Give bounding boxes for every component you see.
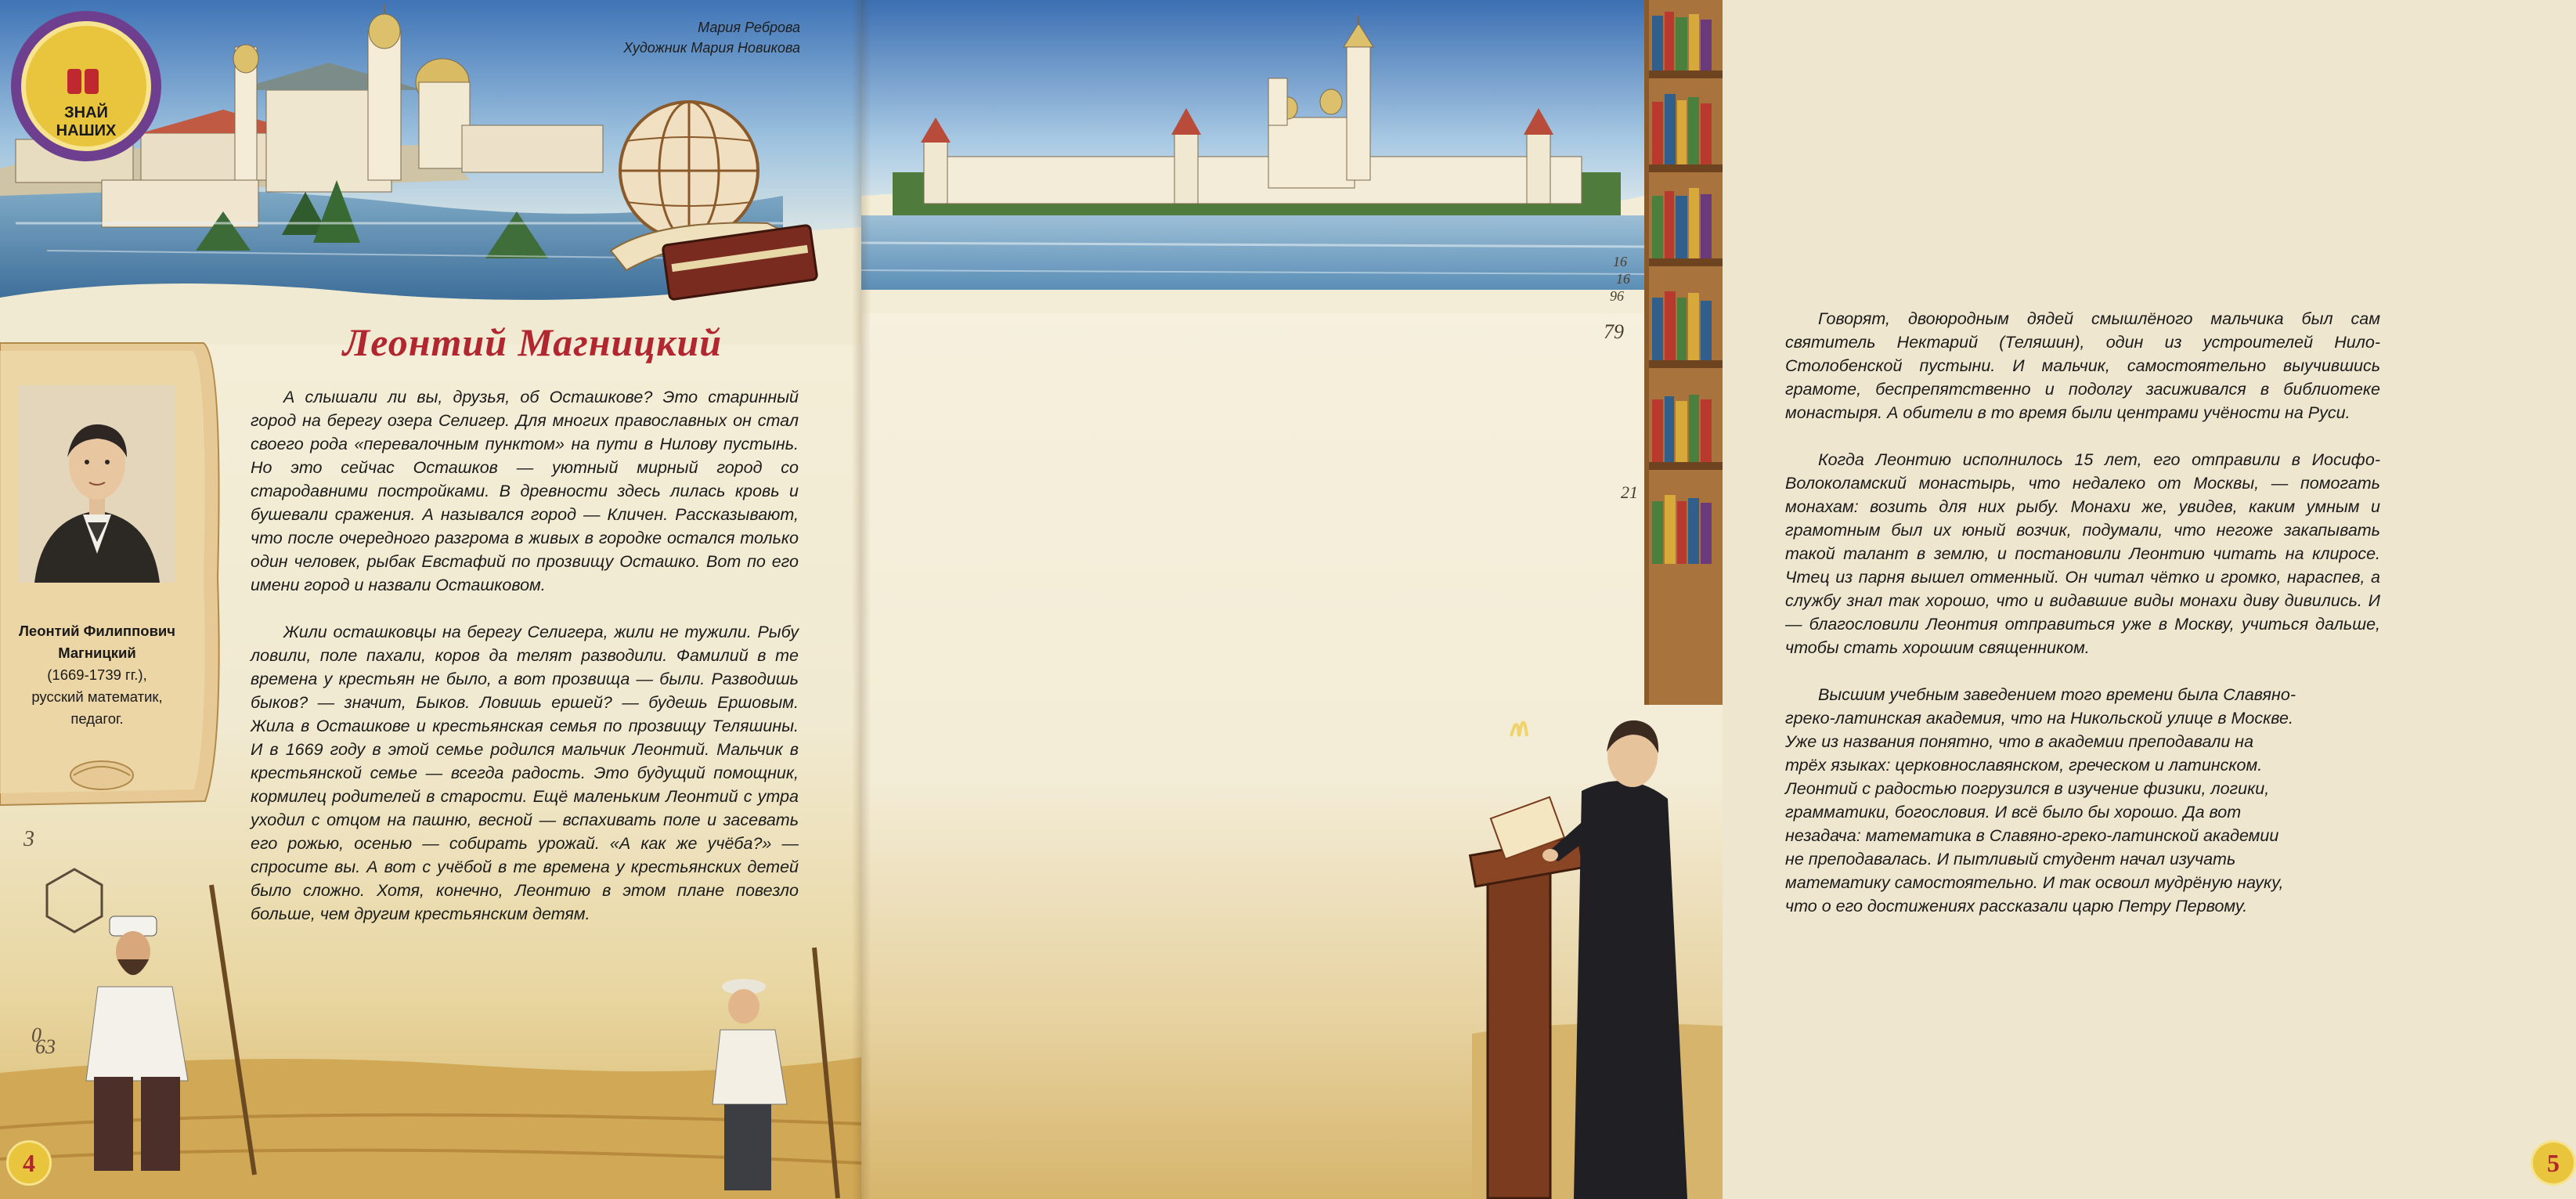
right-paragraph-3: Высшим учебным заведением того времени была Славяно-греко-латинская академия, что на Никольской улице в Москве. Уже из названия понятно, что в академии преподавали на трёх языках: церковнославянском, греческом и латинском. Леонтий с радостью погрузился в изучение физики, логики, грамматики, богословия. И всё было бы хорошо. Да вот незадача: математика в Славяно-греко-латинской академии не преподавалась. И пытливый студент начал изучать математику самостоятельно. И так освоил мудрёную науку, что о его достижениях рассказали царю Петру Первому. [1785,685,2296,916]
caption-role-1: русский математик, [31,688,163,705]
bookshelf-illustration [1644,0,1723,705]
margin-mark-left-1: 3 [23,827,34,851]
right-page [861,0,2560,1199]
left-paragraph-2: Жили осташковцы на берегу Селигера, жили не тужили. Рыбу ловили, поле пахали, коров да телят разводили. Фамилий в те времена у крестьян не было, а вот прозвища — были. Разводишь быков? — значит, Быков. Ловишь ершей? — будешь Ершовым. Жила в Осташкове и крестьянская семья по прозвищу Теляшины. И в 1669 году в этой семье родился мальчик Леонтий. Мальчик в крестьянской семье — всегда радость. Это будущий помощник, кормилец родителей в старости. Ещё маленьким Леонтий с утра уходил с отцом на пашню, весной — вспахивать поле и засевать его рожью, осенью — собирать урожай. «А как же учёба?» — спросите вы. А вот с учёбой в те времена у крестьянских детей было сложно. Хотя, конечно, Леонтию в этом плане повезло больше, чем другим крестьянским детям. [251,623,799,923]
margin-mark-right-4: 79 [1604,320,1624,343]
portrait-caption [0,620,194,730]
margin-mark-right-5: 21 [1621,482,1638,502]
author-credit: Мария Реброва [698,20,800,35]
student-lectern-illustration [1472,689,1723,1199]
article-title: Леонтий Магницкий [342,320,723,364]
math-notes-margin [1589,235,1652,564]
badge-line1: ЗНАЙ [64,104,108,121]
book-gutter [852,0,871,1199]
caption-name-1: Леонтий Филиппович [18,623,176,639]
margin-mark-right-3: 96 [1610,288,1624,304]
caption-name-2: Магницкий [58,645,136,661]
left-paragraph-1: А слышали ли вы, друзья, об Осташкове? Это старинный город на берегу озера Селигер. Для многих православных он стал своего рода «перевалочным пунктом» на пути в Нилову пустынь. Но это сейчас Осташков — уютный мирный город со стародавними постройками. В древности здесь лилась кровь и бушевали сражения. А назывался город — Кличен. Рассказывают, что после очередного разгрома в живых в городке остался только один человек, рыбак Евстафий по прозвищу Осташко. Вот по его имени город и назвали Осташковом. [251,388,799,594]
right-paragraph-2: Когда Леонтию исполнилось 15 лет, его отправили в Иосифо-Волоколамский монастырь, что недалеко от Москвы, — помогать монахам: возить для них рыбу. Монахи же, увидев, каким умным и грамотным был их юный возчик, подумали, что негоже закапывать такой талант в землю, и постановили Леонтию читать на клиросе. Чтец из парня вышел отменный. Он читал чётко и громко, нараспев, а службу знал так хорошо, что и видавшие виды монахи диву дивились. И — благословили Леонтия отправиться уже в Москву, учиться дальше, чтобы стать хорошим священником. [1785,450,2380,657]
globe-icon [620,102,758,240]
left-page [0,0,861,1199]
margin-mark-left-3: 63 [35,1035,56,1058]
caption-years: (1669-1739 гг.), [47,666,147,683]
page-number-right: 5 [2531,1140,2576,1186]
artist-credit: Художник Мария Новикова [623,40,800,56]
portrait-magnitsky [19,385,175,583]
page-number-left: 4 [6,1140,52,1186]
field-peasants-illustration [0,814,861,1199]
right-column-text [1785,307,2380,941]
margin-mark-left-2: 0 [31,1024,41,1046]
right-paragraph-1: Говорят, двоюродным дядей смышлёного мальчика был сам святитель Нектарий (Теляшин), один из устроителей Нило-Столобенской пустыни. И мальчик, самостоятельно выучившись грамоте, беспрепятственно и подолгу засиживался в библиотеке монастыря. А обители в то время были центрами учёности на Руси. [1785,309,2380,422]
credits [623,17,800,58]
znai-nashikh-badge [8,8,164,164]
badge-line2: НАШИХ [56,122,117,139]
margin-mark-right-1: 16 [1613,254,1627,269]
margin-mark-right-2: 16 [1616,271,1630,287]
caption-role-2: педагог. [70,710,124,727]
